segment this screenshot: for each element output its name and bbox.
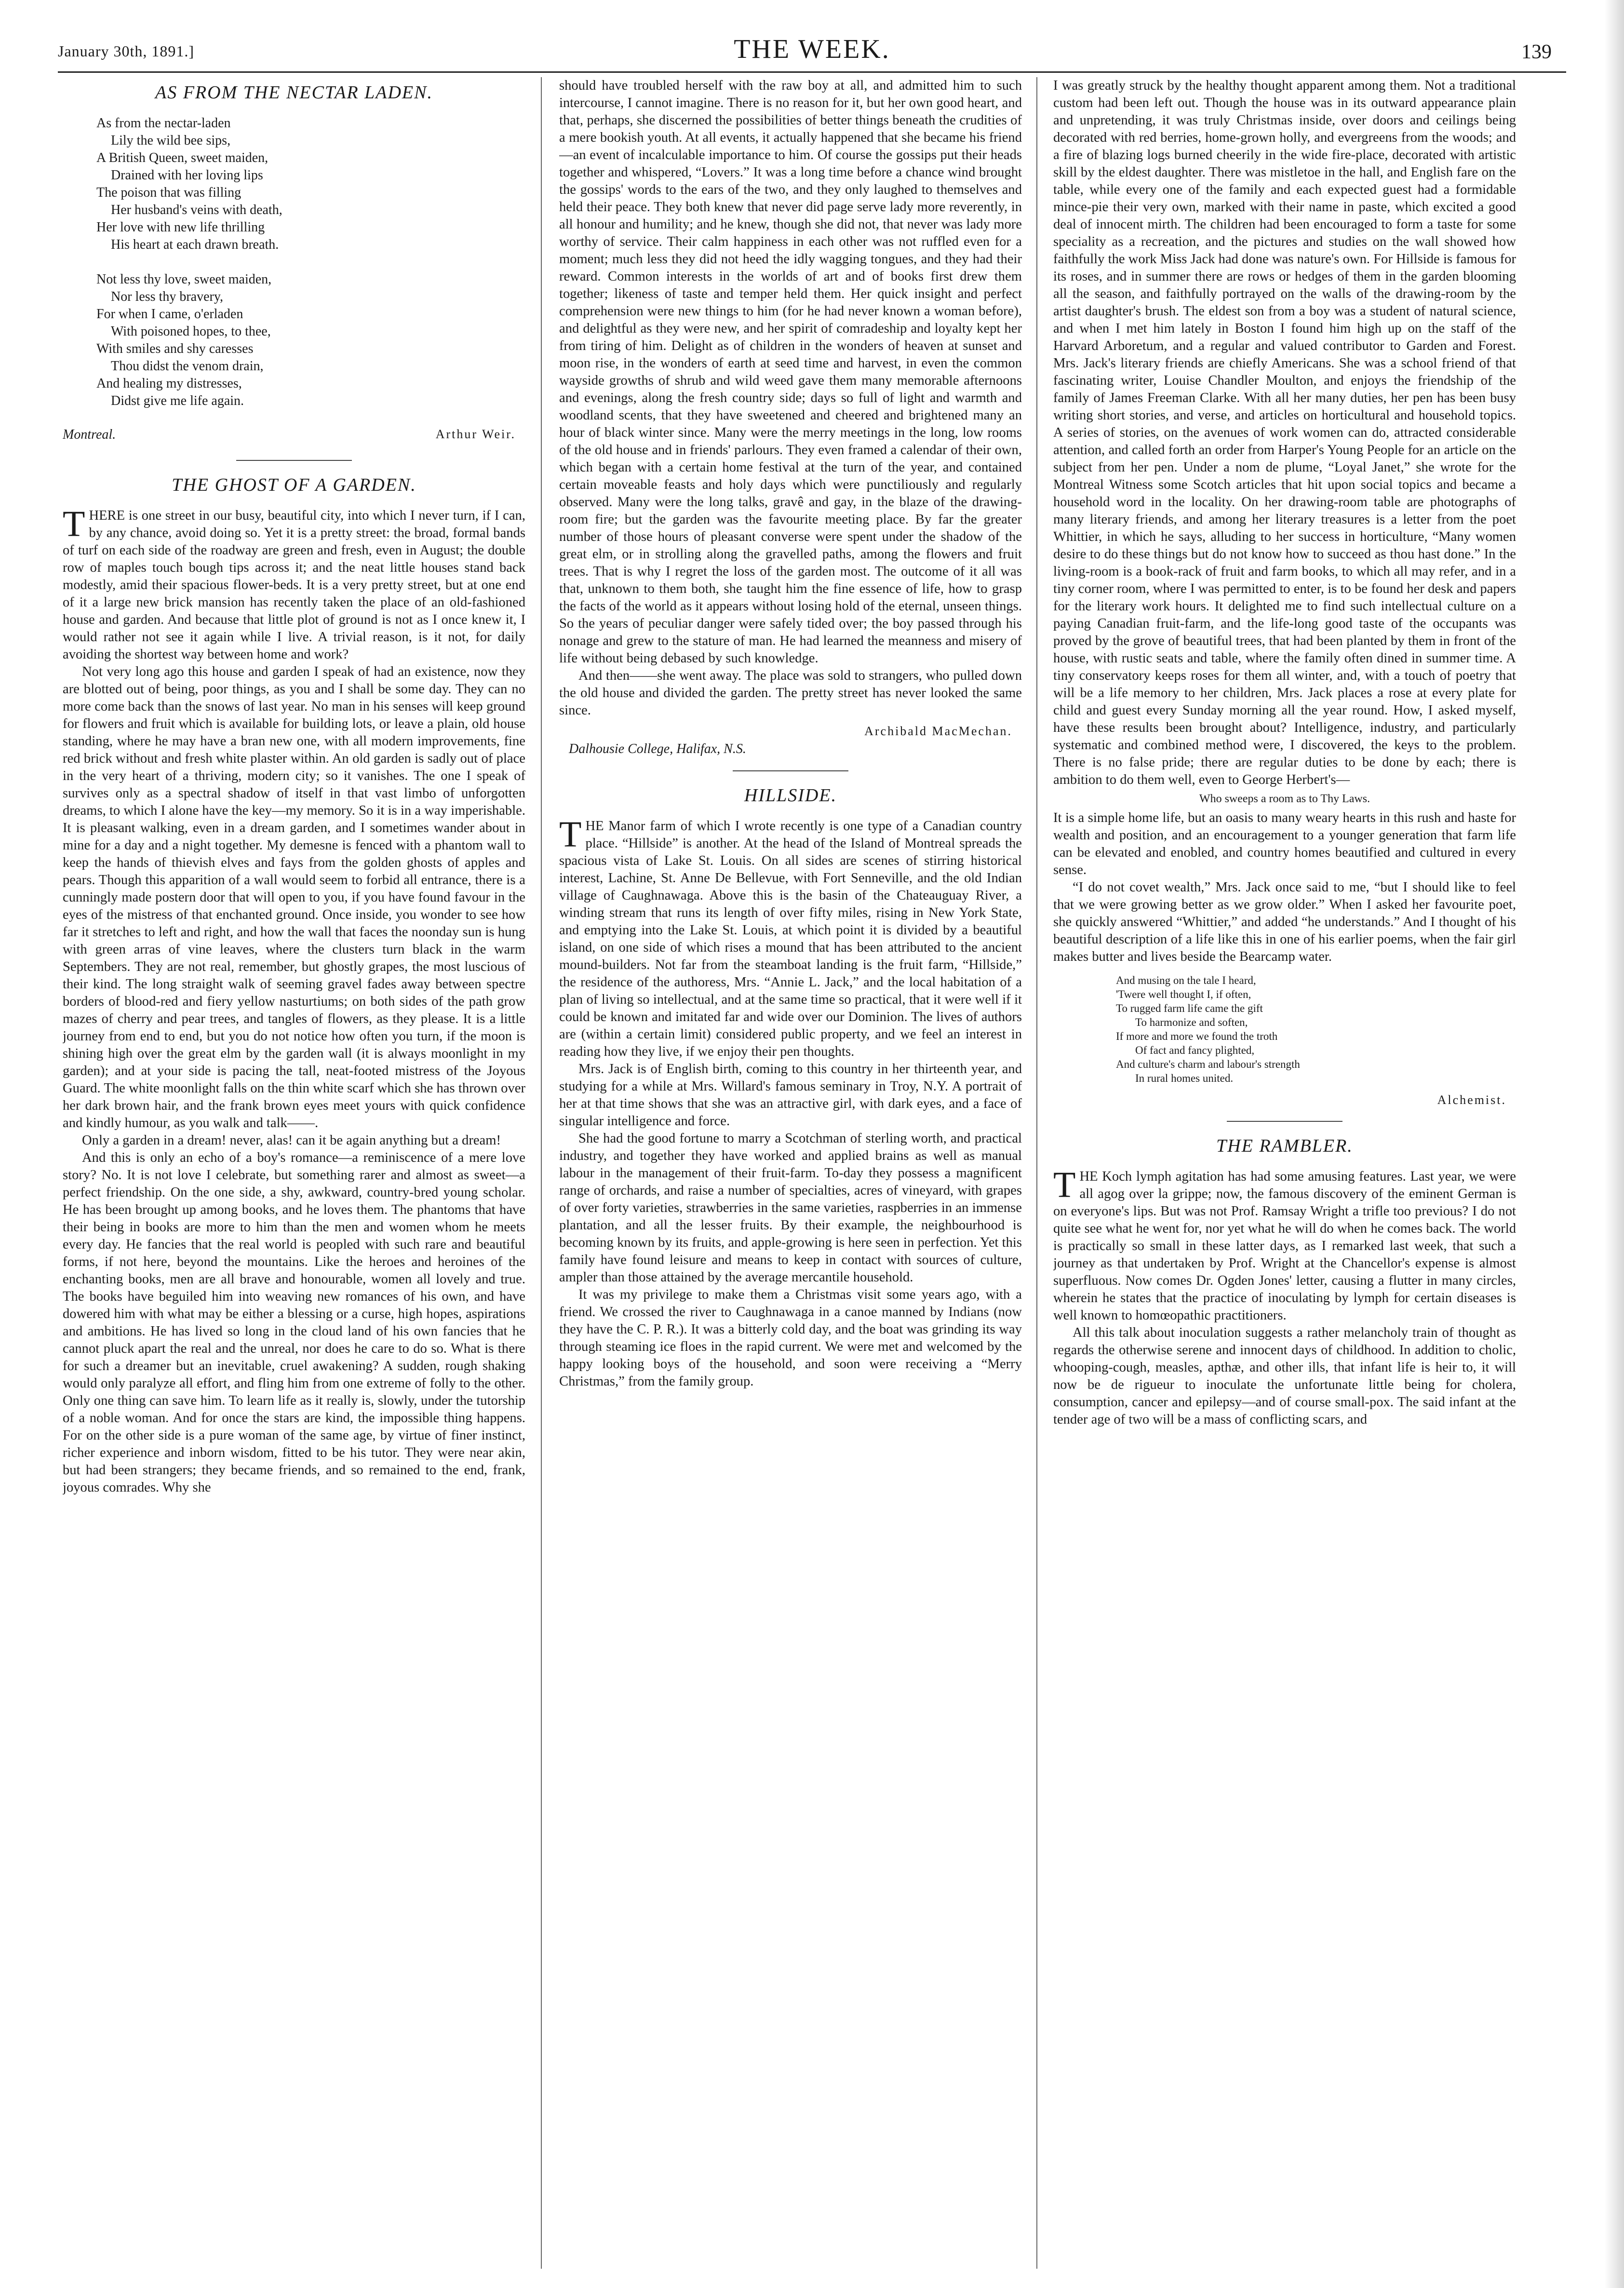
article-paragraph: And then——she went away. The place was sold to strangers, who pulled down the old house and divided the garden. The pretty street has never looked the same since. [559, 668, 1022, 718]
poem-line: Of fact and fancy plighted, [1135, 1044, 1255, 1056]
poem-line: Her love with new life thrilling [96, 220, 265, 235]
poem-line: His heart at each drawn breath. [111, 237, 279, 252]
poem-line: As from the nectar-laden [96, 116, 231, 131]
article-paragraph: She had the good fortune to marry a Scotchman of sterling worth, and practical industry, and together they have worked and applied brains as well as manual labour in the management of their fruit-farm. To-day they possess a magnificent range of orchards, and raise a number of specialties, acres of vineyard, with grapes of over forty varieties, strawberries in the same varieties, raspberries in an immense plantation, and all the lesser fruits. By their example, the neighbourhood is becoming known by its fruits, and apple-growing is here seen in perfection. Yet this family have found leisure and means to keep in contact with sources of culture, ampler than those attained by the average mercantile household. [559, 1131, 1022, 1285]
publication-title: THE WEEK. [734, 34, 890, 64]
section-separator [236, 460, 352, 461]
poem-line: For when I came, o'erladen [96, 307, 243, 322]
article-paragraph: All this talk about inoculation suggests a rather melancholy train of thought as regards the otherwise serene and innocent days of childhood. In addition to cholic, whooping-cough, measles, apthæ, and other ills, that infant life is heir to, it will now be de rigueur to inoculate the unfortunate little being for cholera, consumption, cancer and epilepsy—and of course small-pox. The said infant at the tender age of two will be a mass of conflicting scars, and [1053, 1325, 1516, 1427]
drop-cap: T [559, 814, 582, 855]
article-paragraph: THERE is one street in our busy, beautiful city, into which I never turn, if I can, by any chance, avoid doing so. Yet it is a pretty street: the broad, formal bands of turf on each side of the roadway are green and fresh, even in August; the double row of maples touch bough tips across it; and the neat little houses stand back modestly, amid their spacious flower-beds. It is a very pretty street, but at one end of it a large new brick mansion has recently taken the place of an old-fashioned house and garden. And because that little plot of ground is not as I once knew it, I would rather not see it again while I live. A trivial reason, is it not, for daily avoiding the shortest way between home and work? [63, 504, 525, 662]
article-author: Alchemist. [1437, 1093, 1506, 1107]
poem-line: Drained with her loving lips [111, 168, 263, 183]
article-title: HILLSIDE. [744, 785, 837, 806]
article-paragraph: should have troubled herself with the raw boy at all, and admitted him to such intercourse, I cannot imagine. There is no reason for it, but her own good heart, and that, perhaps, she discerned the possibilities of better things beneath the crudities of a mere bookish youth. At all events, it actually happened that she became his friend—an event of incalculable importance to him. Of course the gossips put their heads together and whispered, “Lovers.” It was a long time before a chance wind brought the gossips' words to the ears of the two, and they only laughed to themselves and held their peace. They both knew that never did page serve lady more reverently, in all honour and humility; and he knew, though she did not, that never was lady more worthy of service. Their calm happiness in each other was not ruffled even for a moment; much less they did not heed the idly wagging tongues, and they had their reward. Common interests in the worlds of art and of books first drew them together; likeness of taste and temper held them. Her quick insight and perfect comprehension were new things to him (for he had never known a woman before), and delightful as they were new, and her spirit of comradeship and loyalty kept her from tiring of him. Delight as of children in the wonders of heaven at sunset and moon rise, in the wonders of earth at seed time and harvest, in even the common wayside growths of shrub and wild weed gave them many memorable afternoons and evenings, along the fresh country side; days so full of light and warmth and woodland scents, that they have sweetened and cheered and brightened many an hour of black winter since. Many were the merry meetings in the long, low rooms of the old house and in friends' parlours. They even framed a calendar of their own, which began with a certain home festival at the turn of the year, and contained certain moveable feasts and holy days which were punctiliously and regularly observed. Many were the long talks, gravê and gay, in the blaze of the drawing-room fire; but the garden was the favourite meeting place. By far the greater number of those hours of pleasant converse were spent under the shadow of the great elm, or in strolling along the gravelled paths, among the flowers and fruit trees. That is why I regret the loss of the garden most. The outcome of it all was that, unknown to them both, she taught him the fine essence of life, how to grasp the facts of the world as it appears without losing hold of the eternal, unseen things. So the years of peculiar danger were safely tided over; the boy passed through his nonage and grew to the stature of man. He had learned the meanness and misery of life without being debased by such knowledge. [559, 78, 1022, 666]
section-separator [1227, 1121, 1342, 1122]
poem-line: Thou didst the venom drain, [111, 359, 264, 374]
quoted-poem [1116, 973, 1516, 1085]
poem-body [96, 115, 525, 410]
article-paragraph: Mrs. Jack is of English birth, coming to this country in her thirteenth year, and studying for a while at Mrs. Willard's famous seminary in Troy, N.Y. A portrait of her at that time shows that she was an attractive girl, with dark eyes, and a face of singular intelligence and force. [559, 1062, 1022, 1129]
section-separator [733, 770, 848, 771]
poem-line: With smiles and shy caresses [96, 341, 254, 356]
poem-line: If more and more we found the troth [1116, 1030, 1278, 1042]
article-paragraph: And this is only an echo of a boy's romance—a reminiscence of a mere love story? No. It is not love I celebrate, but something rarer and almost as sweet—a perfect friendship. On the one side, a shy, awkward, country-bred young scholar. He has been brought up among books, and he loves them. The phantoms that have their being in books are more to him than the men and women whom he meets every day. He fancies that the real world is peopled with such rare and beautiful forms, if not here, beyond the mountains. Like the heroes and heroines of the enchanting books, men are all brave and honourable, women all lovely and true. The books have beguiled him into weaving new romances of his own, and have dowered him with what may be either a blessing or a curse, high hopes, aspirations and ambitions. He has lived so long in the cloud land of his own fancies that he cannot pluck apart the real and the unreal, nor does he care to do so. What is there for such a dreamer but an inevitable, cruel awakening? A sudden, rough shaking would only paralyze all effort, and fling him from one extreme of folly to the other. Only one thing can save him. To learn life as it really is, slowly, under the tutorship of a noble woman. And for once the stars are kind, the impossible thing happens. For on the other side is a pure woman of the same age, by virtue of finer instinct, richer experience and inborn wisdom, fitted to be his tutor. They were near akin, but had been strangers; they became friends, and so remained to the end, frank, joyous comrades. Why she [63, 1150, 525, 1495]
page-edge-shadow [1605, 0, 1624, 2288]
poem-line: Didst give me life again. [111, 393, 244, 408]
column-divider [541, 77, 542, 2269]
article-title: THE GHOST OF A GARDEN. [172, 475, 416, 495]
poem-stanza [96, 271, 525, 410]
article-paragraph: It is a simple home life, but an oasis to many weary hearts in this rush and haste for wealth and position, and an encouragement to a younger generation that farm life can be elevated and enobled, and country homes beautified and cultured in every sense. [1053, 810, 1516, 877]
article-paragraph: It was my privilege to make them a Christmas visit some years ago, with a friend. We crossed the river to Caughnawaga in a canoe manned by Indians (now they have the C. P. R.). It was a bitterly cold day, and the boat was grinding its way through steaming ice floes in the rapid current. We were met and welcomed by the happy looking boys of the household, and soon were receiving a “Merry Christmas,” from the family group. [559, 1287, 1022, 1389]
article-paragraph: Not very long ago this house and garden I speak of had an existence, now they are blotted out of being, poor things, as you and I shall be some day. They can no more come back than the snows of last year. No man in his senses will keep ground for flowers and fruit which is available for building lots, or leave a plain, old house standing, where he may have a bran new one, with all modern improvements, fine red brick without and fresh white plaster within. An old garden is sadly out of place in the very heart of a thriving, modern city; so it vanishes. The one I speak of survives only as a spectral shadow of itself in that vast limbo of unforgotten dreams, to which I alone have the key—my memory. So it is in a way imperishable. It is pleasant walking, even in a dream garden, and I sometimes wander about in mine for a day and a night together. My demesne is fenced with a phantom wall to keep the hands of thievish elves and fays from the golden ghosts of apples and pears. Though this apparition of a wall would seem to forbid all entrance, there is a cunningly made postern door that will open to you, if you have found favour in the eyes of the mistress of that enchanted ground. Once inside, you wonder to see how far it stretches to left and right, and how the wall that faces the noonday sun is hung with green arras of vine leaves, where the clusters turn black in the warm Septembers. They are not real, remember, but ghostly grapes, the most luscious of their kind. The long straight walk of seeming gravel fades away between spectre borders of blood-red and fiery yellow nasturtiums; on both sides of the path grow mazes of cherry and pear trees, and tangles of flowers, as they please. It is a little journey from end to end, but you do not notice how often you turn, if the moon is shining high over the great elm by the garden wall (it is always moonlight in my garden); and at your side is pacing the tall, neat-footed mistress of the Joyous Guard. The white moonlight falls on the thin white scarf which she has thrown over her dark brown hair, and the frank brown eyes meet yours with quick confidence and kindly humour, as you walk and talk——. [63, 664, 525, 1131]
poem-line: Lily the wild bee sips, [111, 133, 231, 148]
poem-line: To rugged farm life came the gift [1116, 1002, 1263, 1014]
article-paragraph: I was greatly struck by the healthy thought apparent among them. Not a traditional custom had been left out. Though the house was in its outward appearance plain and unpretending, it was truly Christmas inside, over doors and ceilings being decorated with red berries, home-grown holly, and evergreens from the woods; and a fire of blazing logs burned cheerily in the wide fire-place, decorated with artistic skill by the eldest daughter. There was mistletoe in the hall, and English fare on the table, while every one of the family and each expected guest had a formidable mince-pie their very own, marked with their name in paste, which excited a good deal of innocent mirth. The children had been encouraged to form a taste for some speciality as a recreation, and the pictures and studies on the wall showed how faithfully the work Miss Jack had done was nature's own. For Hillside is famous for its roses, and in summer there are rows or hedges of them in the garden blooming all the season, and faithfully portrayed on the walls of the drawing-room by the artist daughter's brush. The eldest son from a boy was a student of natural science, and when I met him lately in Boston I found him high up on the staff of the Harvard Arboretum, and a regular and valued contributor to Garden and Forest. Mrs. Jack's literary friends are chiefly Americans. She was a school friend of that fascinating writer, Louise Chandler Moulton, and enjoys the friendship of the family of James Freeman Clarke. With all her many duties, her pen has been busy writing short stories, and verse, and articles on horticultural and household topics. A series of stories, on the avenues of work women can do, attracted considerable attention, and called forth an order from Harper's Young People for an article on the subject from her pen. Under a nom de plume, “Loyal Janet,” she wrote for the Montreal Witness some Scotch articles that hit upon social topics and became a household word in the locality. On her drawing-room table are photographs of many literary friends, and among her literary treasures is a letter from the poet Whittier, in which he says, alluding to her success in horticulture, “Many women desire to do these things but do not know how to succeed as thou hast done.” In the living-room is a book-rack of fruit and farm books, to which all may refer, and in a tiny corner room, where I was permitted to enter, is to be found her desk and papers for the literary work hours. It delighted me to find such intellectual culture on a paying Canadian fruit-farm, and the life-long good taste of the occupants was proved by the grove of beautiful trees, that had been planted by them in front of the house, with rustic seats and table, where the family often dined in summer time. A tiny conservatory keeps roses for them all winter, and, with a touch of poetry that will be a life memory to her children, Mrs. Jack places a rose at every plate for child and guest every Sunday morning all the year round. How, I asked myself, have these results been brought about? Intelligence, industry, and particularly systematic and combined method were, I discovered, the keys to the problem. There is no false pride; there are regular duties to be done by each; there is ambition to do them well, even to George Herbert's— [1053, 78, 1516, 787]
poem-line: 'Twere well thought I, if often, [1116, 988, 1251, 1000]
poem-place: Montreal. [63, 427, 116, 442]
quoted-line: Who sweeps a room as to Thy Laws. [1199, 793, 1370, 805]
issue-date: January 30th, 1891.] [58, 42, 195, 60]
poem-stanza [96, 115, 525, 254]
poem-line: A British Queen, sweet maiden, [96, 150, 268, 165]
poem-line: Nor less thy bravery, [111, 289, 224, 304]
poem-title: AS FROM THE NECTAR LADEN. [155, 82, 433, 103]
header-rule [58, 71, 1566, 73]
column-1 [63, 77, 525, 2269]
poem-line: To harmonize and soften, [1135, 1016, 1248, 1028]
article-paragraph: THE Manor farm of which I wrote recently is one type of a Canadian country place. “Hillside” is another. At the head of the Island of Montreal spreads the spacious vista of Lake St. Louis. On all sides are scenes of stirring historical interest, Lachine, St. Anne De Bellevue, with Fort Senneville, and the old Indian village of Caughnawaga. Above this is the basin of the Chateauguay River, a winding stream that runs its length of over fifty miles, rising in New York State, and emptying into the Lake St. Louis, at which point it is divided by a beautiful island, on one side of which rises a mound that has been attributed to the ancient mound-builders. Not far from the steamboat landing is the fruit farm, “Hillside,” the residence of the authoress, Mrs. “Annie L. Jack,” and the local habitation of a plan of living so intellectual, and at the same time so practical, that it were well if it could be known and imitated far and wide over our Dominion. The lives of authors are (within a certain limit) considered public property, and we feel an interest in reading how they live, if we enjoy their pen thoughts. [559, 814, 1022, 1059]
page-number: 139 [1521, 41, 1552, 63]
article-author: Archibald MacMechan. [864, 724, 1012, 738]
poem-author: Arthur Weir. [435, 427, 516, 441]
column-divider [1036, 77, 1037, 2269]
column-2 [559, 77, 1022, 2269]
drop-cap: T [1053, 1165, 1076, 1205]
article-title: THE RAMBLER. [1216, 1136, 1353, 1156]
article-paragraph: “I do not covet wealth,” Mrs. Jack once said to me, “but I should like to feel that we were growing better as we grow older.” When I asked her favourite poet, she quickly answered “Whittier,” and added “he understands.” And I thought of his beautiful description of a life like this in one of his earlier poems, when the fair girl makes butter and lives beside the Bearcamp water. [1053, 880, 1516, 964]
poem-line: And culture's charm and labour's strength [1116, 1058, 1300, 1070]
column-3 [1053, 77, 1516, 2269]
poem-line: And musing on the tale I heard, [1116, 974, 1256, 986]
drop-cap: T [63, 504, 85, 544]
page-header [58, 34, 1566, 72]
poem-line: In rural homes united. [1135, 1072, 1234, 1084]
poem-line: Not less thy love, sweet maiden, [96, 272, 272, 287]
poem-line: With poisoned hopes, to thee, [111, 324, 271, 339]
poem-line: The poison that was filling [96, 185, 242, 200]
poem-line: And healing my distresses, [96, 376, 242, 391]
article-paragraph: THE Koch lymph agitation has had some amusing features. Last year, we were all agog over la grippe; now, the famous discovery of the eminent German is on everyone's lips. But was not Prof. Ramsay Wright a trifle too previous? I do not quite see what he went for, nor yet what he will do when he comes back. The world is practically so small in these latter days, as I remarked last week, that such a journey as that undertaken by Prof. Wright at the Chancellor's expense is almost superfluous. Now comes Dr. Ogden Jones' letter, causing a flutter in many circles, wherein he states that the practice of inoculating by lymph for certain diseases is well known to homœopathic practitioners. [1053, 1165, 1516, 1323]
article-paragraph: Only a garden in a dream! never, alas! can it be again anything but a dream! [82, 1133, 501, 1148]
poem-line: Her husband's veins with death, [111, 202, 282, 217]
article-place: Dalhousie College, Halifax, N.S. [569, 741, 746, 756]
